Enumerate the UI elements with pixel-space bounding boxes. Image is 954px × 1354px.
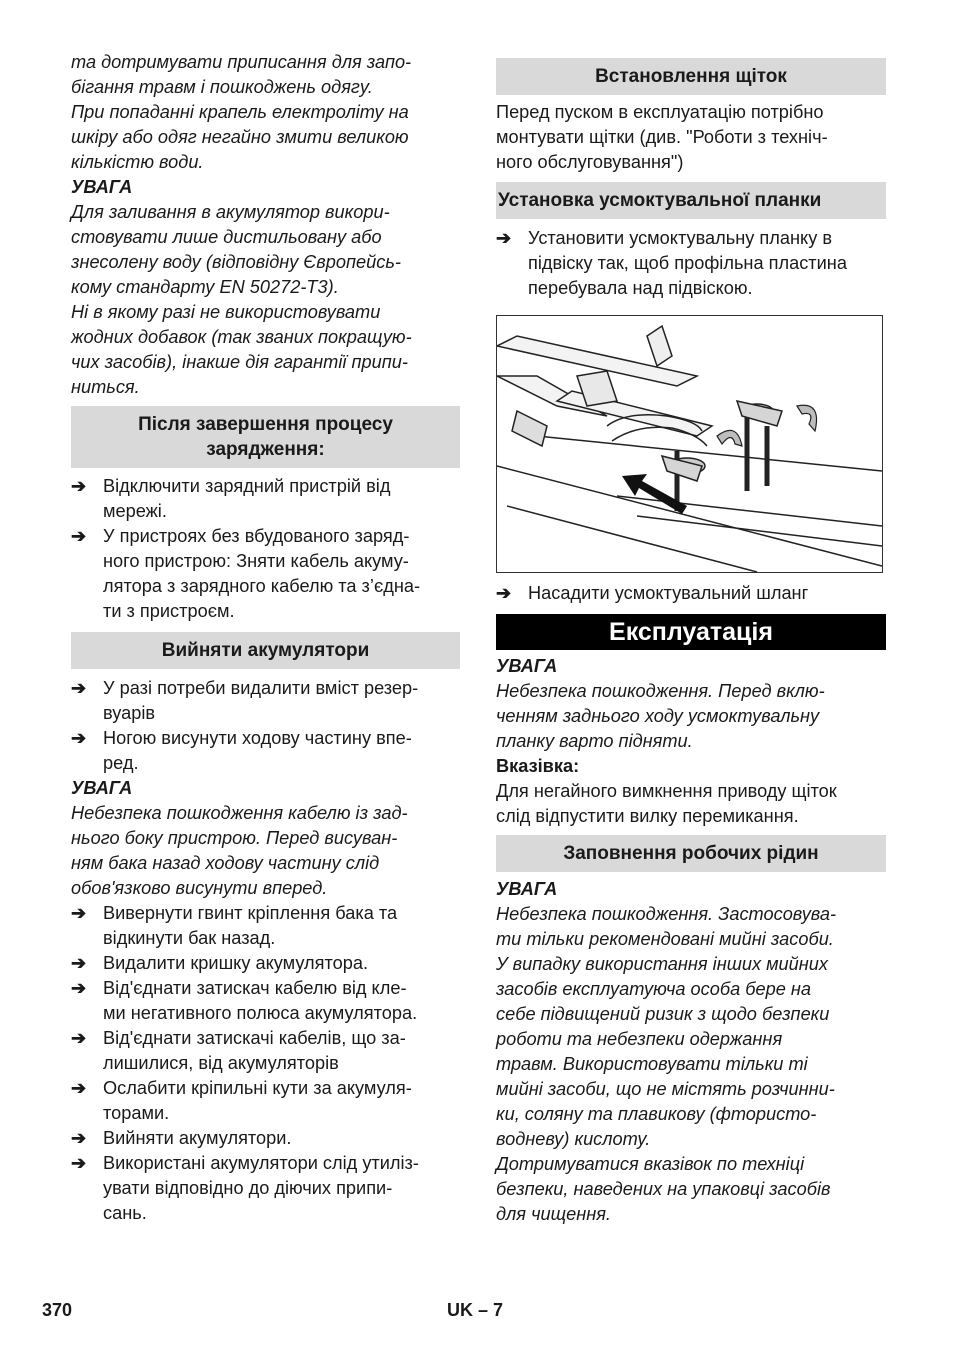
section-heading-brushes [496, 58, 886, 95]
text-line: слід відпустити вилку перемикання. [496, 806, 799, 826]
text-line: лятора з зарядного кабелю та з’єдна- [103, 576, 421, 596]
section-heading-text: Заповнення робочих рідин [563, 843, 819, 864]
text-line: ти тільки рекомендовані мийні засоби. [496, 929, 834, 949]
text-line: ного обслуговування") [496, 152, 684, 172]
text-line: Вийняти акумулятори. [103, 1128, 292, 1148]
bullet-text [103, 1076, 412, 1126]
text-line: ми негативного полюса акумулятора. [103, 1003, 418, 1023]
bullet-text [103, 951, 368, 976]
text-line: Небезпека пошкодження. Застосовува- [496, 904, 837, 924]
text-line: увати відповідно до діючих припи- [103, 1178, 393, 1198]
arrow-right-icon: ➔ [71, 526, 87, 546]
bullet-text [103, 1126, 291, 1151]
text-line: бігання травм і пошкоджень одягу. [71, 77, 373, 97]
arrow-right-icon: ➔ [496, 583, 512, 603]
arrow-right-icon: ➔ [71, 978, 87, 998]
text-line: Ослабити кріпильні кути за акумуля- [103, 1078, 412, 1098]
text-line: торами. [103, 1103, 170, 1123]
bullet-item [71, 951, 460, 976]
text-line: Ні в якому разі не використовувати [71, 302, 381, 322]
bullet-text [528, 581, 808, 606]
text-line: У випадку використання інших мийних [496, 954, 829, 974]
caution-label: УВАГА [71, 778, 133, 798]
caution-text [71, 200, 460, 400]
arrow-right-icon: ➔ [71, 953, 87, 973]
bullet-text [103, 524, 420, 624]
bullet-item [496, 226, 886, 301]
text-line: планку варто підняти. [496, 731, 693, 751]
bullet-item [71, 1151, 460, 1226]
text-line: чих засобів), інакше дія гарантії припи- [71, 352, 408, 372]
text-line: перебувала над підвіскою. [528, 278, 753, 298]
text-line: Небезпека пошкодження кабелю із зад- [71, 803, 408, 823]
text-line: ченням заднього ходу усмоктувальну [496, 706, 820, 726]
bullet-text [103, 901, 397, 951]
text-line: Вивернути гвинт кріплення бака та [103, 903, 398, 923]
bullet-item [71, 524, 460, 624]
text-line: кількістю води. [71, 152, 204, 172]
text-line: Для негайного вимкнення приводу щіток [496, 781, 837, 801]
bullet-item [71, 1076, 460, 1126]
bullet-item [71, 976, 460, 1026]
text-line: жодних добавок (так званих покращую- [71, 327, 412, 347]
text-line: ниться. [71, 377, 140, 397]
text-line: для чищення. [496, 1204, 611, 1224]
text-line: травм. Використовувати тільки ті [496, 1054, 808, 1074]
text-line: кому стандарту EN 50272-T3). [71, 277, 339, 297]
text-line: Установити усмоктувальну планку в [528, 228, 833, 248]
text-line: себе підвищений ризик з щодо безпеки [496, 1004, 830, 1024]
text-line: лишилися, від акумуляторів [103, 1053, 339, 1073]
text-line: та дотримувати приписання для запо- [71, 52, 412, 72]
text-line: Перед пуском в експлуатацію потрібно [496, 102, 824, 122]
section-heading-line: Після завершення процесу [138, 414, 393, 435]
text-line: знесолену воду (відповідну Європейсь- [71, 252, 401, 272]
bullet-text [103, 976, 417, 1026]
text-line: Для заливання в акумулятор викори- [71, 202, 390, 222]
bullet-item [71, 1026, 460, 1076]
text-line: ти з пристроєм. [103, 601, 235, 621]
text-line: При попаданні крапель електроліту на [71, 102, 409, 122]
text-line: Ногою висунути ходову частину впе- [103, 728, 412, 748]
arrow-right-icon: ➔ [71, 1153, 87, 1173]
text-line: безпеки, наведених на упаковці засобів [496, 1179, 831, 1199]
caution-label: УВАГА [496, 879, 558, 899]
note-text [496, 779, 886, 829]
section-heading-fluids [496, 835, 886, 872]
caution-text [71, 801, 460, 901]
caution-text [496, 902, 886, 1227]
bullet-item [71, 901, 460, 951]
text-line: відкинути бак назад. [103, 928, 276, 948]
section-heading-text: Вийняти акумулятори [161, 640, 370, 661]
text-line: У разі потреби видалити вміст резер- [103, 678, 419, 698]
page-label: UK – 7 [447, 1300, 504, 1320]
bullet-list [496, 226, 886, 301]
caution-label: УВАГА [496, 656, 558, 676]
bullet-item [71, 1126, 460, 1151]
left-column [71, 50, 460, 1226]
text-line: монтувати щітки (див. "Роботи з техніч- [496, 127, 828, 147]
text-line: Дотримуватися вказівок по техніці [496, 1154, 805, 1174]
text-line: роботи та небезпеки одержання [496, 1029, 783, 1049]
main-title: Експлуатація [496, 614, 886, 650]
text-line: шкіру або одяг негайно змити великою [71, 127, 409, 147]
text-line: сань. [103, 1203, 147, 1223]
bullet-list [71, 676, 460, 776]
arrow-right-icon: ➔ [496, 228, 512, 248]
bullet-item [496, 581, 886, 606]
text-line: Від'єднати затискачі кабелів, що за- [103, 1028, 406, 1048]
arrow-right-icon: ➔ [71, 903, 87, 923]
bullet-item [71, 474, 460, 524]
bullet-list [496, 581, 886, 606]
bullet-text [103, 726, 412, 776]
section-heading-line: зарядження: [206, 439, 325, 460]
bullet-text [103, 474, 390, 524]
arrow-right-icon: ➔ [71, 476, 87, 496]
section-heading-text: Установка усмоктувальної планки [498, 190, 822, 211]
right-column [496, 58, 886, 1227]
section-heading-text: Встановлення щіток [595, 66, 787, 87]
section-heading-squeegee [496, 182, 886, 219]
bullet-text [103, 1026, 406, 1076]
text-line: Видалити кришку акумулятора. [103, 953, 369, 973]
text-line: Насадити усмоктувальний шланг [528, 583, 809, 603]
bullet-item [71, 726, 460, 776]
page-number: 370 [42, 1300, 73, 1320]
text-line: ного пристрою: Зняти кабель акуму- [103, 551, 409, 571]
arrow-right-icon: ➔ [71, 1128, 87, 1148]
text-line: Відключити зарядний пристрій від [103, 476, 391, 496]
text-line: У пристроях без вбудованого заряд- [103, 526, 410, 546]
arrow-right-icon: ➔ [71, 1028, 87, 1048]
text-line: Небезпека пошкодження. Перед вклю- [496, 681, 825, 701]
text-line: Використані акумулятори слід утиліз- [103, 1153, 419, 1173]
bullet-text [528, 226, 847, 301]
arrow-right-icon: ➔ [71, 1078, 87, 1098]
text-line: мийні засоби, що не містять розчинни- [496, 1079, 835, 1099]
text-line: ред. [103, 753, 139, 773]
bullet-list [71, 474, 460, 624]
text-line: стовувати лише дистильовану або [71, 227, 382, 247]
bullet-text [103, 676, 418, 726]
bullet-text [103, 1151, 419, 1226]
text-line: вуарів [103, 703, 156, 723]
text-line: ням бака назад ходову частину слід [71, 853, 380, 873]
caution-label: УВАГА [71, 177, 133, 197]
squeegee-illustration [497, 316, 882, 572]
text-line: підвіску так, щоб профільна пластина [528, 253, 847, 273]
squeegee-figure [496, 315, 883, 573]
caution-text [496, 679, 886, 754]
text-line: водневу) кислоту. [496, 1129, 651, 1149]
text-line: мережі. [103, 501, 167, 521]
text-line: засобів експлуатуюча особа бере на [496, 979, 812, 999]
intro-text [71, 50, 460, 175]
note-label: Вказівка: [496, 756, 580, 776]
text-line: ки, соляну та плавикову (фтористо- [496, 1104, 817, 1124]
text-line: нього боку пристрою. Перед висуван- [71, 828, 398, 848]
text-line: обов'язково висунути вперед. [71, 878, 328, 898]
bullet-item [71, 676, 460, 726]
arrow-right-icon: ➔ [71, 728, 87, 748]
section-heading-after-charging [71, 406, 460, 468]
section-heading-remove-batteries [71, 632, 460, 669]
arrow-right-icon: ➔ [71, 678, 87, 698]
bullet-list [71, 901, 460, 1226]
brushes-text [496, 100, 886, 175]
text-line: Від'єднати затискач кабелю від кле- [103, 978, 407, 998]
